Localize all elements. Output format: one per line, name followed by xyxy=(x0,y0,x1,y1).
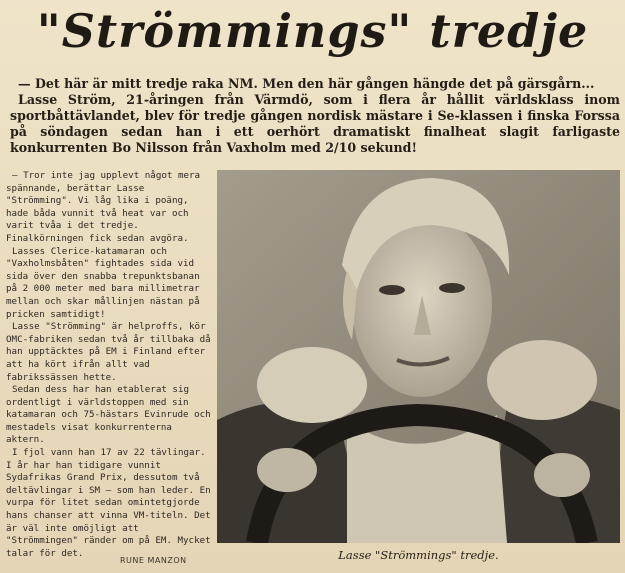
portrait-photo xyxy=(217,170,620,543)
body-paragraph: I fjol vann han 17 av 22 tävlingar. I år har han tidigare vunnit Sydafrikas Grand Prix, dessutom två deltävlingar i SM — som han leder. En vurpa för litet sedan omintetgjorde hans chanser att vinna VM-titeln. Det är väl inte omöjligt att "Strömmingen" ränder om på EM. Mycket talar för det. xyxy=(6,447,211,559)
ingress-summary: Lasse Ström, 21-åringen från Värmdö, som i flera år hållit världsklass inom sportbåttävlandet, blev för tredje gången nordisk mästare i Se-klassen i finska Forssa på söndagen sedan han i ett oerhört dramatiskt finalheat slagit farligaste konkurrenten Bo Nilsson från Vaxholm med 2/10 sekund! xyxy=(10,92,620,155)
headline: "Strömmings" tredje xyxy=(36,4,589,58)
article-body xyxy=(6,170,211,560)
byline: RUNE MANZON xyxy=(120,556,187,565)
ingress-quote: — Det här är mitt tredje raka NM. Men den här gången hängde det på gärsgårn... xyxy=(18,76,595,91)
body-paragraph: Lasse "Strömming" är helproffs, kör OMC-fabriken sedan två år tillbaka då han upptäcktes på EM i Finland efter att ha kört ifrån allt vad fabrikssässen hette. xyxy=(6,321,211,383)
body-paragraph: — Tror inte jag upplevt något mera spännande, berättar Lasse "Strömming". Vi låg lika i poäng, hade båda vunnit två heat var och varit tvåa i det tredje. Finalkörningen fick sedan avgöra. xyxy=(6,170,201,244)
body-paragraph: Sedan dess har han etablerat sig ordentligt i världstoppen med sin katamaran och 75-hästars Evinrude och mestadels visat konkurrenterna aktern. xyxy=(6,384,211,446)
body-paragraph: Lasses Clerice-katamaran och "Vaxholmsbåten" fightades sida vid sida över den snabba trepunktsbanan på 2 000 meter med bara millimetrar mellan och skar mållinjen nästan på pricken samtidigt! xyxy=(6,245,200,320)
portrait-photo-image xyxy=(217,170,620,543)
ingress xyxy=(10,76,620,156)
photo-caption: Lasse "Strömmings" tredje. xyxy=(338,548,499,562)
